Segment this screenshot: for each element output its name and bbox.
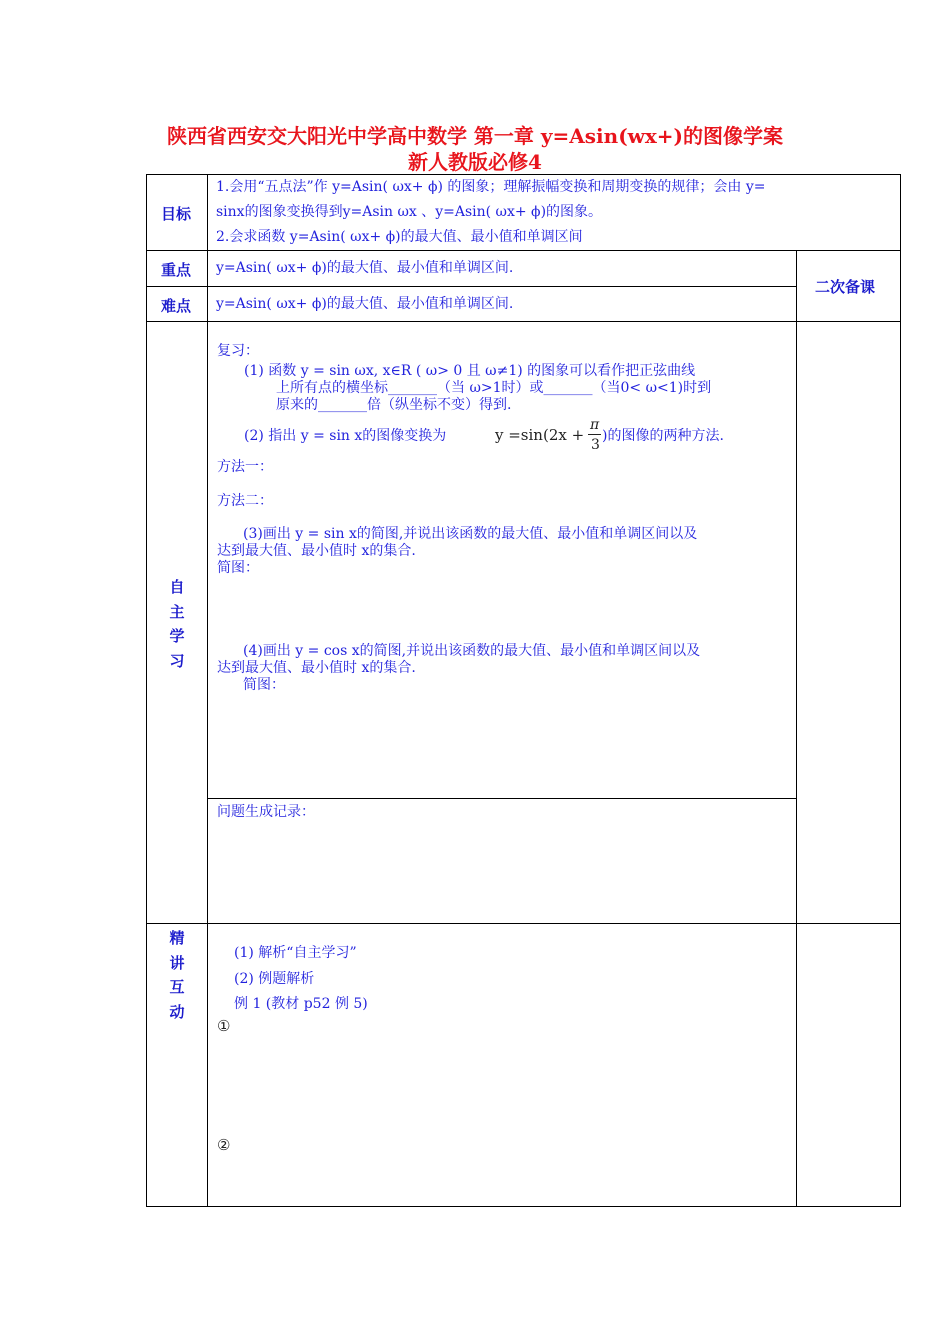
row-divider-self-study	[146, 923, 901, 924]
question-2-frac-bar	[588, 434, 601, 435]
table-border-right	[900, 174, 901, 1207]
row-divider-goal	[146, 250, 901, 251]
question-1-line3: 原来的_______倍（纵坐标不变）得到.	[276, 397, 512, 413]
question-1-line2: 上所有点的横坐标_______（当 ω>1时）或_______（当0< ω<1)时到	[276, 380, 712, 396]
method-1: 方法一：	[217, 459, 273, 475]
example-part-1: ①	[217, 1017, 231, 1035]
example-part-2: ②	[217, 1136, 231, 1154]
key-label: 重点	[161, 261, 192, 279]
question-2-formula: y =sin(2x +	[495, 426, 585, 444]
question-2-prefix: (2) 指出 y = sin x的图像变换为	[244, 428, 447, 444]
question-2-frac-numerator: π	[590, 417, 600, 433]
question-2-suffix: )的图像的两种方法.	[602, 428, 724, 444]
table-border-bottom	[146, 1206, 901, 1207]
document-subtitle: 新人教版必修4	[408, 150, 542, 174]
difficult-text: y=Asin( ωx+ ϕ)的最大值、最小值和单调区间.	[216, 296, 514, 312]
question-3-line2: 达到最大值、最小值时 x的集合.	[217, 543, 416, 559]
question-4-sketch: 简图：	[243, 677, 285, 693]
question-4-line2: 达到最大值、最小值时 x的集合.	[217, 660, 416, 676]
goal-text-line3: 2.会求函数 y=Asin( ωx+ ϕ)的最大值、最小值和单调区间	[216, 229, 583, 245]
document-title: 陕西省西安交大阳光中学高中数学 第一章 y=Asin(wx+)的图像学案	[166, 124, 784, 148]
question-2-frac-denominator: 3	[591, 437, 600, 453]
row-divider-difficult	[146, 321, 901, 322]
method-2: 方法二：	[217, 493, 273, 509]
prep-column-divider	[796, 250, 797, 1207]
key-text: y=Asin( ωx+ ϕ)的最大值、最小值和单调区间.	[216, 260, 514, 276]
interactive-item-1: (1) 解析“自主学习”	[234, 945, 357, 961]
label-column-divider	[207, 174, 208, 1207]
interactive-label: 精讲互动	[169, 929, 185, 1021]
goal-text-line2: sinx的图象变换得到y=Asin ωx 、y=Asin( ωx+ ϕ)的图象。	[216, 204, 603, 220]
table-border-left	[146, 174, 147, 1207]
row-divider-key	[146, 286, 797, 287]
goal-label: 目标	[161, 205, 192, 223]
review-heading: 复习：	[217, 343, 259, 359]
goal-text-line1: 1.会用“五点法”作 y=Asin( ωx+ ϕ) 的图象；理解振幅变换和周期变换的规律；会由 y=	[216, 179, 766, 195]
example-heading: 例 1 (教材 p52 例 5)	[234, 996, 368, 1012]
question-4-line1: (4)画出 y = cos x的简图,并说出该函数的最大值、最小值和单调区间以及	[243, 643, 701, 659]
question-3-line1: (3)画出 y = sin x的简图,并说出该函数的最大值、最小值和单调区间以及	[243, 526, 698, 542]
self-study-label: 自主学习	[169, 578, 185, 670]
second-prep-header: 二次备课	[815, 278, 876, 296]
difficult-label: 难点	[161, 297, 192, 315]
interactive-item-2: (2) 例题解析	[234, 971, 315, 987]
question-3-sketch: 简图：	[217, 560, 259, 576]
table-border-top	[146, 174, 901, 175]
problem-record-label: 问题生成记录：	[217, 804, 315, 820]
row-divider-problem	[208, 798, 797, 799]
question-1-line1: (1) 函数 y = sin ωx, x∈R ( ω> 0 且 ω≠1) 的图象可以看作把正弦曲线	[244, 363, 696, 379]
